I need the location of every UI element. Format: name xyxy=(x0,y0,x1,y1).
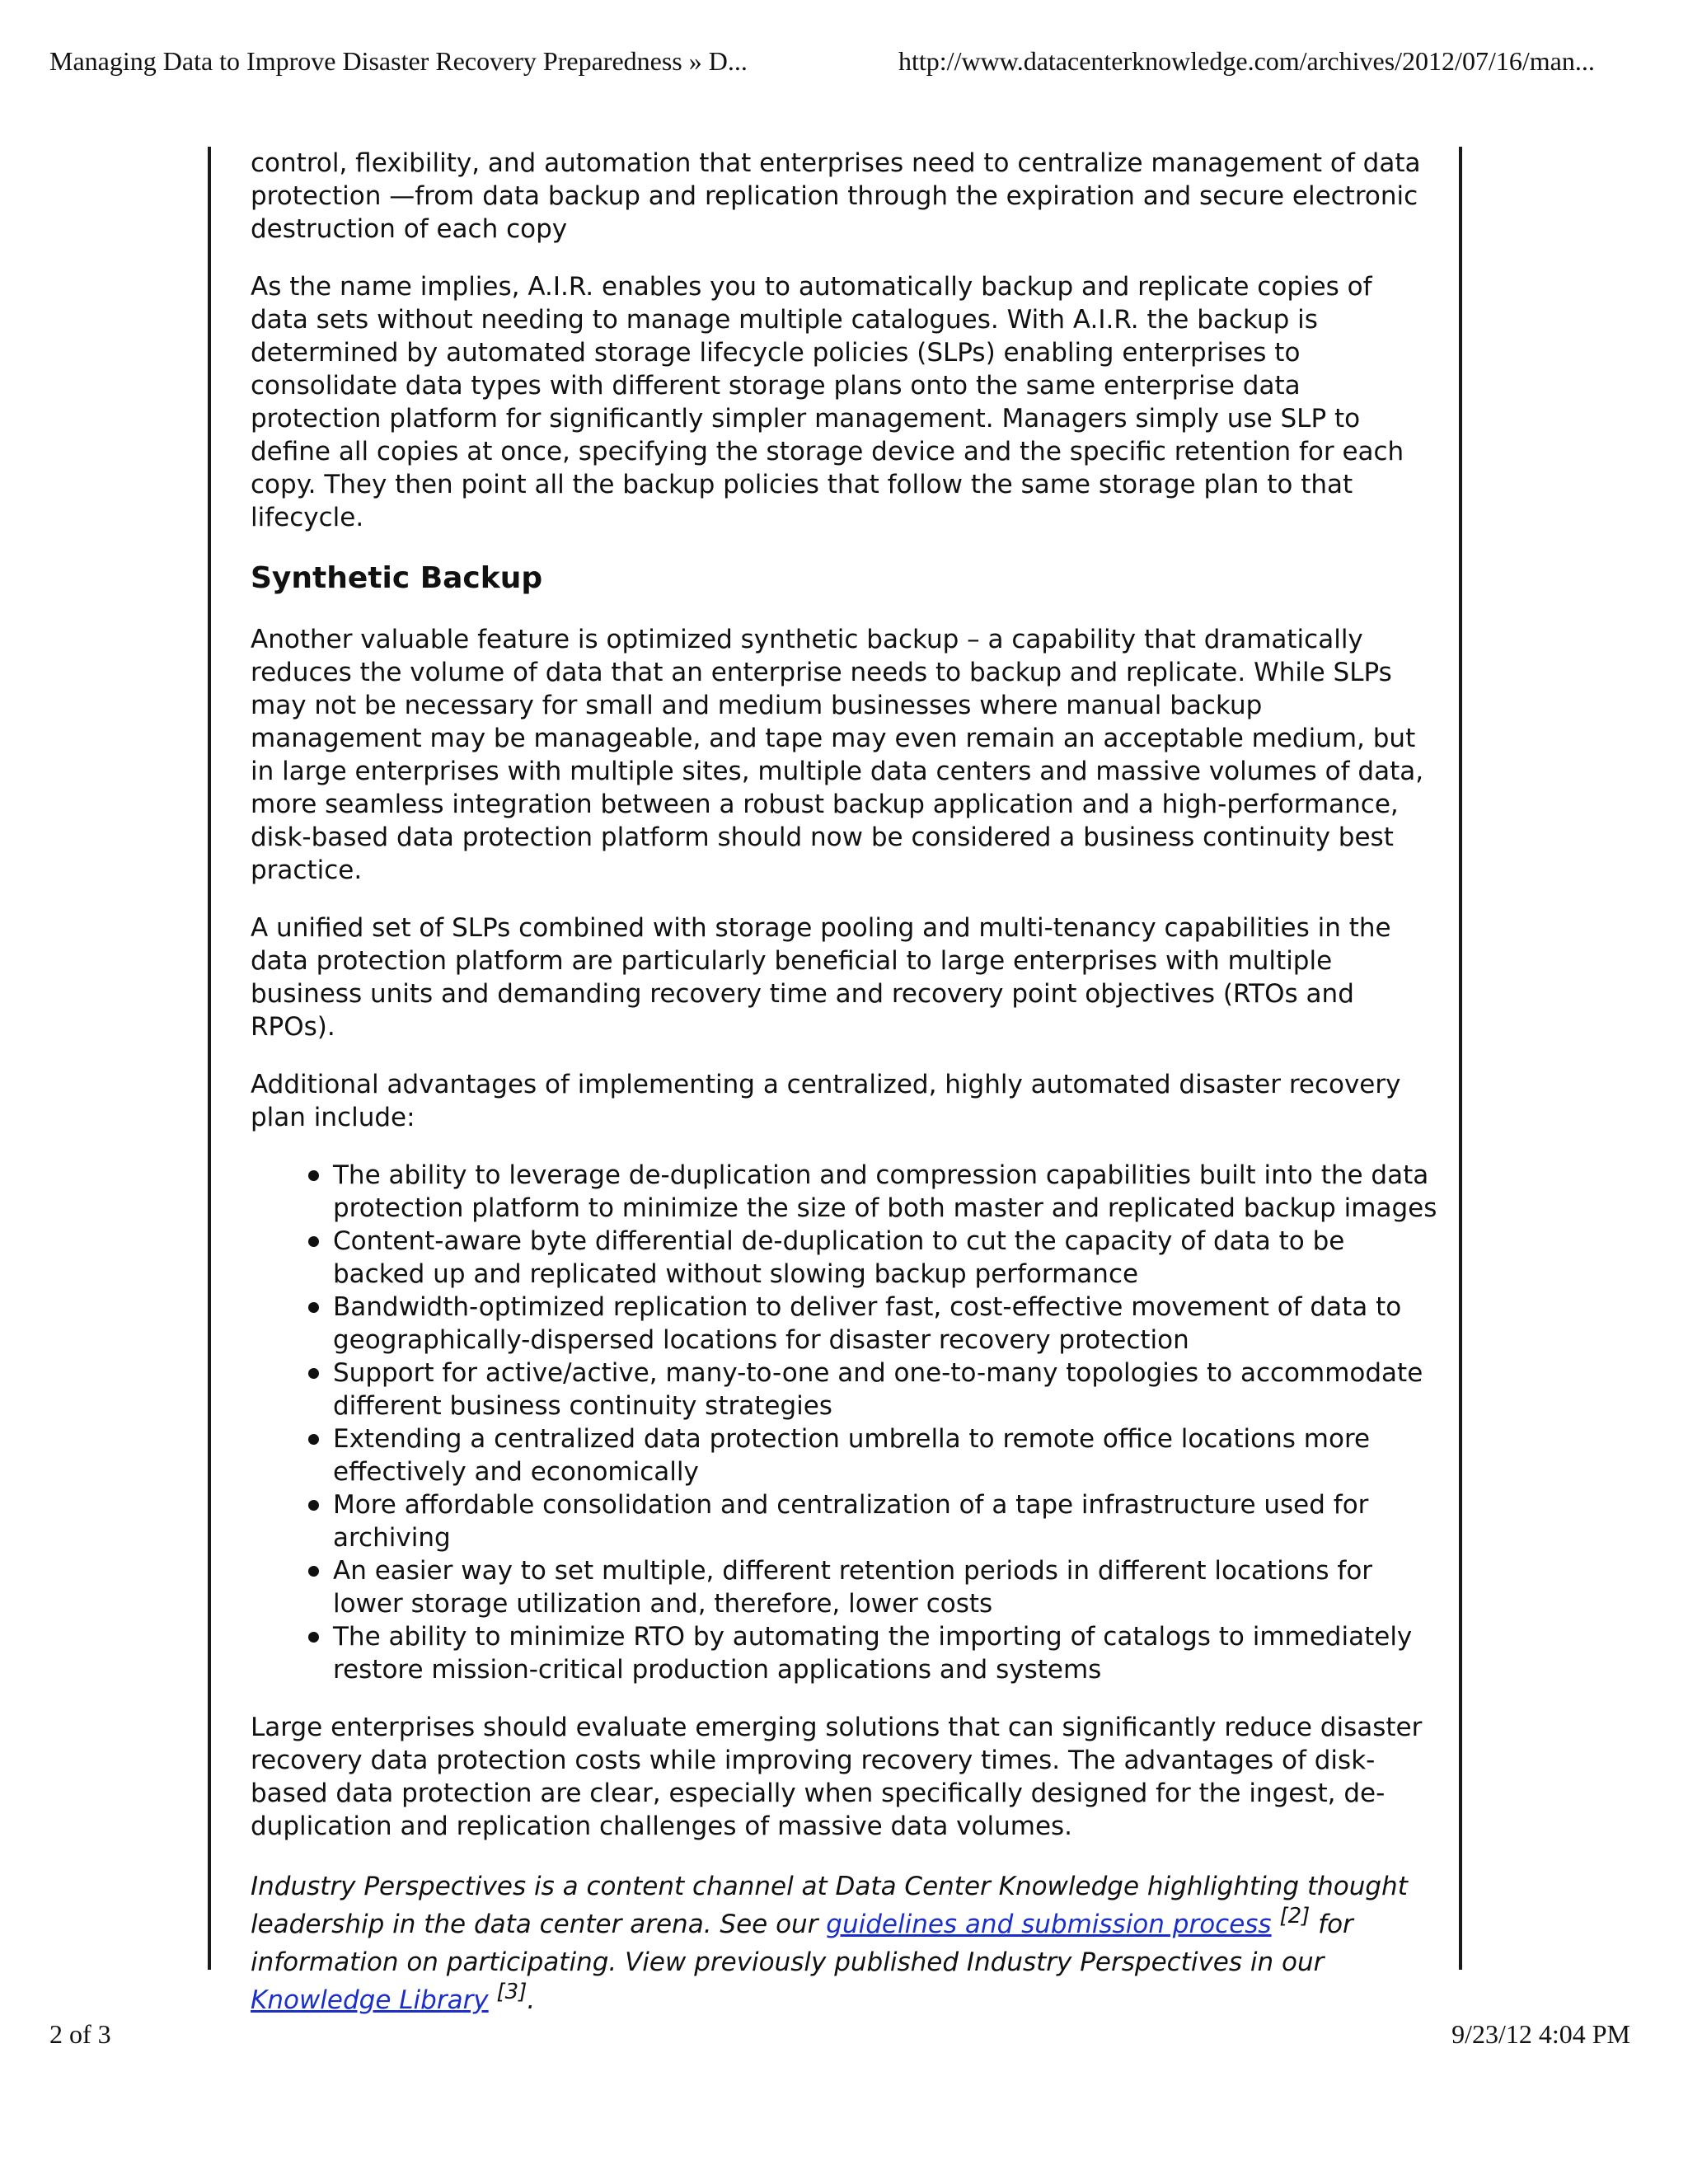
list-item: Bandwidth-optimized replication to deliver fast, cost-effective movement of data to geographically-dispersed locations for disaster recovery protection xyxy=(333,1291,1437,1357)
list-item: The ability to minimize RTO by automating the importing of catalogs to immediately restore mission-critical production applications and systems xyxy=(333,1620,1437,1686)
content-left-border xyxy=(208,147,211,1970)
note-text: Industry Perspectives is a content channel at Data Center Knowledge highlighting thought leadership in the data center arena. See our xyxy=(251,1872,1408,1939)
paragraph-synthetic-backup: Another valuable feature is optimized synthetic backup – a capability that dramatically reduces the volume of data that an enterprise needs to backup and replicate. While SLPs may not be necessary for small and medium businesses where manual backup management may be manageable, and tape may even remain an acceptable medium, but in large enterprises with multiple sites, multiple data centers and massive volumes of data, more seamless integration between a robust backup application and a high-performance, disk-based data protection platform should now be considered a business continuity best practice. xyxy=(251,625,1424,885)
print-footer xyxy=(49,2019,1630,2055)
list-item: Content-aware byte differential de-duplication to cut the capacity of data to be backed up and replicated without slowing backup performance xyxy=(333,1225,1437,1291)
industry-perspectives-note xyxy=(251,1868,1437,2019)
print-datetime: 9/23/12 4:04 PM xyxy=(1451,2019,1630,2049)
guidelines-link[interactable]: guidelines and submission process xyxy=(826,1910,1272,1939)
list-item: The ability to leverage de-duplication and compression capabilities built into the data protection platform to minimize the size of both master and replicated backup images xyxy=(333,1160,1437,1223)
list-item: Support for active/active, many-to-one and one-to-many topologies to accommodate different business continuity strategies xyxy=(333,1357,1437,1422)
page-number: 2 of 3 xyxy=(49,2019,111,2049)
note-text: for information on participating. View previously published Industry Perspectives in our xyxy=(251,1910,1353,1977)
section-heading: Synthetic Backup xyxy=(251,561,543,595)
paragraph-conclusion: Large enterprises should evaluate emerging solutions that can significantly reduce disaster recovery data protection costs while improving recovery times. The advantages of disk-based data protection are clear, especially when specifically designed for the ingest, de-duplication and replication challenges of massive data volumes. xyxy=(251,1713,1423,1841)
paragraph-advantages: Additional advantages of implementing a centralized, highly automated disaster recovery plan include: xyxy=(251,1070,1401,1132)
article-body xyxy=(251,147,1437,2044)
list-item: More affordable consolidation and centralization of a tape infrastructure used for archiving xyxy=(333,1488,1437,1554)
reference-3: [3] xyxy=(496,1980,528,2004)
knowledge-library-link[interactable]: Knowledge Library xyxy=(251,1985,489,2015)
advantages-list xyxy=(251,1159,1437,1686)
paragraph-air: As the name implies, A.I.R. enables you to automatically backup and replicate copies of data sets without needing to manage multiple catalogues. With A.I.R. the backup is determined by automated storage lifecycle policies (SLPs) enabling enterprises to consolidate data types with different storage plans onto the same enterprise data protection platform for significantly simpler management. Managers simply use SLP to define all copies at once, specifying the storage device and the specific retention for each copy. They then point all the backup policies that follow the same storage plan to that lifecycle. xyxy=(251,272,1404,532)
list-item: Extending a centralized data protection umbrella to remote office locations more effectively and economically xyxy=(333,1422,1437,1488)
reference-2: [2] xyxy=(1279,1904,1311,1929)
content-right-border xyxy=(1459,147,1462,1970)
paragraph-intro: control, flexibility, and automation that enterprises need to centralize management of data protection —from data backup and replication through the expiration and secure electronic destruction of each copy xyxy=(251,148,1421,244)
paragraph-unified-slps: A unified set of SLPs combined with storage pooling and multi-tenancy capabilities in the data protection platform are particularly beneficial to large enterprises with multiple business units and demanding recovery time and recovery point objectives (RTOs and RPOs). xyxy=(251,913,1391,1042)
list-item: An easier way to set multiple, different retention periods in different locations for lower storage utilization and, therefore, lower costs xyxy=(333,1554,1437,1620)
page-title: Managing Data to Improve Disaster Recovery Preparedness » D... xyxy=(49,46,748,76)
page-url: http://www.datacenterknowledge.com/archives/2012/07/16/man... xyxy=(898,46,1595,76)
print-header xyxy=(49,46,1630,82)
note-text: . xyxy=(527,1985,536,2015)
